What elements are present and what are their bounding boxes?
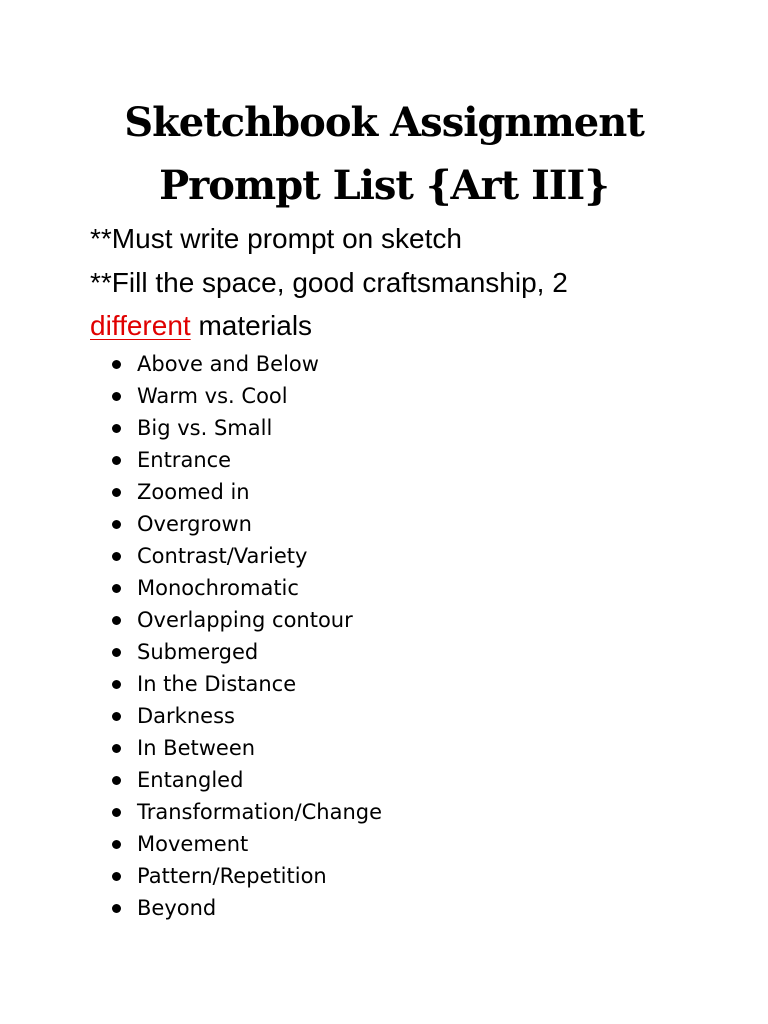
bullet-icon (112, 648, 121, 657)
bullet-icon (112, 360, 121, 369)
bullet-icon (112, 584, 121, 593)
instruction-line-2: **Fill the space, good craftsmanship, 2 (90, 267, 568, 298)
page-title-line-2: Prompt List {Art III} (159, 162, 609, 209)
prompt-item (110, 348, 382, 380)
prompt-label: Entrance (137, 448, 232, 472)
prompt-list (110, 348, 382, 924)
prompt-label: Overlapping contour (137, 608, 353, 632)
prompt-item (110, 796, 382, 828)
prompt-item (110, 700, 382, 732)
bullet-icon (112, 616, 121, 625)
prompt-item (110, 540, 382, 572)
bullet-icon (112, 520, 121, 529)
prompt-item (110, 444, 382, 476)
bullet-icon (112, 904, 121, 913)
prompt-label: Transformation/Change (137, 800, 383, 824)
prompt-label: Submerged (137, 640, 259, 664)
prompt-item (110, 892, 382, 924)
bullet-icon (112, 840, 121, 849)
prompt-item (110, 412, 382, 444)
bullet-icon (112, 424, 121, 433)
bullet-icon (112, 392, 121, 401)
instruction-line-3 (90, 312, 312, 340)
prompt-label: Zoomed in (137, 480, 250, 504)
bullet-icon (112, 808, 121, 817)
prompt-item (110, 604, 382, 636)
bullet-icon (112, 712, 121, 721)
bullet-icon (112, 872, 121, 881)
prompt-label: Entangled (137, 768, 244, 792)
prompt-label: Beyond (137, 896, 217, 920)
bullet-icon (112, 744, 121, 753)
prompt-label: In the Distance (137, 672, 297, 696)
prompt-item (110, 732, 382, 764)
prompt-label: Contrast/Variety (137, 544, 308, 568)
prompt-item (110, 508, 382, 540)
prompt-label: Above and Below (137, 352, 319, 376)
page-title-line-1: Sketchbook Assignment (124, 99, 644, 146)
prompt-item (110, 380, 382, 412)
prompt-label: Pattern/Repetition (137, 864, 327, 888)
prompt-label: Monochromatic (137, 576, 299, 600)
bullet-icon (112, 776, 121, 785)
prompt-label: Movement (137, 832, 249, 856)
prompt-item (110, 668, 382, 700)
instruction-line-1: **Must write prompt on sketch (90, 223, 462, 254)
prompt-item (110, 476, 382, 508)
prompt-label: Big vs. Small (137, 416, 273, 440)
emphasis-text: different (90, 310, 191, 341)
prompt-item (110, 764, 382, 796)
prompt-item (110, 636, 382, 668)
bullet-icon (112, 680, 121, 689)
bullet-icon (112, 456, 121, 465)
prompt-item (110, 572, 382, 604)
prompt-label: Darkness (137, 704, 235, 728)
prompt-label: Warm vs. Cool (137, 384, 288, 408)
bullet-icon (112, 552, 121, 561)
prompt-label: Overgrown (137, 512, 252, 536)
prompt-label: In Between (137, 736, 256, 760)
instruction-line-3-rest: materials (190, 310, 313, 341)
bullet-icon (112, 488, 121, 497)
prompt-item (110, 860, 382, 892)
prompt-item (110, 828, 382, 860)
